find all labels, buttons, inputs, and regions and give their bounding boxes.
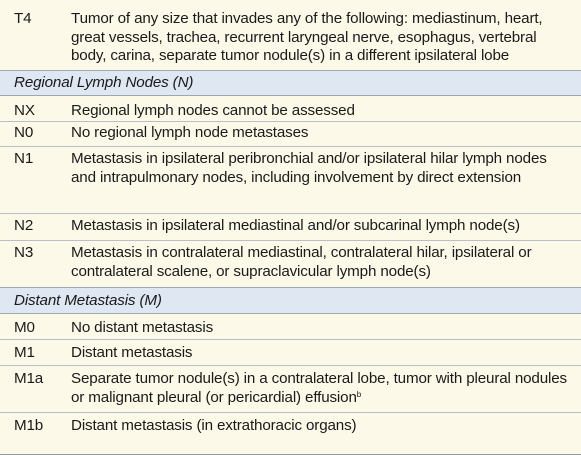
table-row-m1a (0, 365, 581, 412)
row-code: N1 (14, 150, 34, 167)
row-description (71, 370, 581, 407)
table-row-n1 (0, 146, 581, 213)
table-row-m1 (0, 339, 581, 365)
row-code: NX (14, 102, 35, 119)
row-description: Distant metastasis (71, 344, 193, 361)
section-header-distant-metastasis: Distant Metastasis (M) (0, 287, 581, 314)
row-description: Metastasis in ipsilateral peribronchial and/or ipsilateral hilar lymph nodes and intrapulmonary nodes, including involvement by direct extension (71, 150, 547, 186)
row-code: M0 (14, 319, 35, 336)
row-description: Distant metastasis (in extrathoracic organs) (71, 417, 357, 434)
row-description: Metastasis in contralateral mediastinal, contralateral hilar, ipsilateral or contralateral scalene, or supraclavicular lymph node(s) (71, 244, 532, 280)
table-row-n0 (0, 121, 581, 146)
row-description: Tumor of any size that invades any of the following: mediastinum, heart, great vessels, trachea, recurrent laryngeal nerve, esophagus, vertebral body, carina, separate tumor nodule(s) in a different ipsilateral lobe (71, 10, 543, 64)
table-row-n2 (0, 213, 581, 240)
row-code: T4 (14, 10, 32, 27)
row-code: M1b (14, 417, 44, 434)
row-code: N0 (14, 124, 34, 141)
table-row-t4 (0, 0, 581, 70)
table-row-n3 (0, 240, 581, 287)
row-code: M1 (14, 344, 35, 361)
row-code: N2 (14, 217, 34, 234)
footnote-marker: b (356, 389, 362, 399)
row-description-text: Separate tumor nodule(s) in a contralateral lobe, tumor with pleural nodules or malignant pleural (or pericardial) effusion (71, 370, 567, 406)
row-description: No regional lymph node metastases (71, 124, 309, 141)
row-code: M1a (14, 370, 44, 387)
row-description: Metastasis in ipsilateral mediastinal and/or subcarinal lymph node(s) (71, 217, 520, 234)
row-description: Regional lymph nodes cannot be assessed (71, 102, 355, 119)
table-row-m0 (0, 314, 581, 339)
row-description: No distant metastasis (71, 319, 214, 336)
table-row-nx (0, 96, 581, 121)
table-row-m1b (0, 412, 581, 439)
section-header-regional-lymph-nodes: Regional Lymph Nodes (N) (0, 70, 581, 96)
row-code: N3 (14, 244, 34, 261)
